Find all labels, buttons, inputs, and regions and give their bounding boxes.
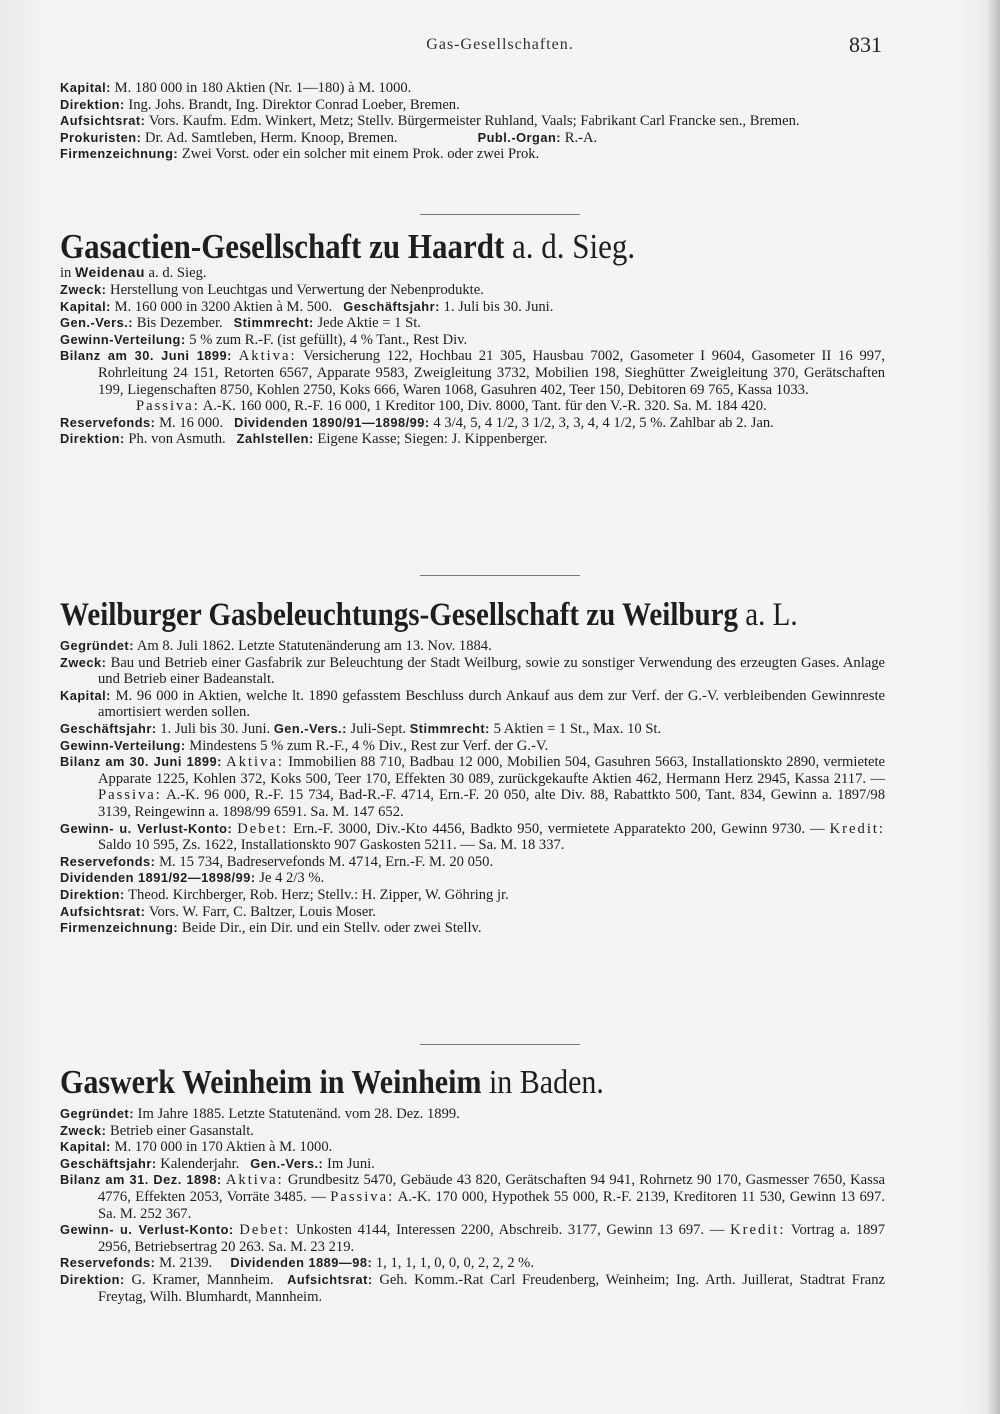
direktion-line (60, 97, 885, 114)
bilanz-line: Bilanz am 30. Juni 1899: Aktiva: Immobilien 88 710, Badbau 12 000, Mobilien 504, Gasuhren 5663, Installationskto 2890, vermietete Apparate 1225, Kohlen 372, Koks 500, Teer 170, Effekten 30 089, zurückgekaufte Aktien 462, Hermann Herz 2945, Kassa 2117. — Passiva: A.-K. 96 000, R.-F. 15 734, Bad-R.-F. 4714, Ern.-F. 20 050, alte Div. 88, Rabattkto 500, Tant. 834, Gewinn a. 1897/98 3139, Reingewinn a. 1898/99 6591. Sa. M. 147 652. (60, 754, 886, 820)
gj-line: Geschäftsjahr: Kalenderjahr. Gen.-Vers.: Im Juni. (60, 1155, 375, 1172)
reserve-line: Reservefonds: M. 15 734, Badreservefonds M. 4714, Ern.-F. M. 20 050. (60, 853, 494, 870)
reserve-dividenden-line: Reservefonds: M. 2139. Dividenden 1889—98: 1, 1, 1, 1, 0, 0, 0, 2, 2, 2 %. (60, 1255, 534, 1272)
zweck-line: Zweck: Bau und Betrieb einer Gasfabrik zur Beleuchtung der Stadt Weilburg, sowie zu sonstiger Verwendung des erzeugten Gases. Anlage und Betrieb einer Badeanstalt. (60, 654, 885, 688)
field-key: Prokuristen: (60, 129, 142, 145)
field-value: Dr. Ad. Samtleben, Herm. Knoop, Bremen. (145, 129, 398, 146)
aufsichtsrat-line: Aufsichtsrat: Vors. W. Farr, C. Baltzer, Louis Moser. (60, 903, 377, 920)
zweck-line: Zweck: Herstellung von Leuchtgas und Verwertung der Nebenprodukte. (60, 282, 484, 298)
section-divider (420, 214, 580, 215)
page-number: 831 (849, 32, 882, 57)
field-value: M. 180 000 in 180 Aktien (Nr. 1—180) à M. 1000. (114, 80, 412, 96)
zweck-line: Zweck: Betrieb einer Gasanstalt. (60, 1122, 254, 1139)
gewinn-line: Gewinn-Verteilung: Mindestens 5 % zum R.-F., 4 % Div., Rest zur Verf. der G.-V. (60, 737, 549, 754)
bilanz-passiva: Passiva: A.-K. 160 000, R.-F. 16 000, 1 Kreditor 100, Div. 8000, Tant. für den V.-R. 320. Sa. M. 184 420. (136, 398, 767, 415)
entry-continuation (60, 80, 885, 163)
section-divider (420, 575, 580, 576)
field-key: Aufsichtsrat: (60, 113, 146, 129)
dividenden-line: Dividenden 1891/92—1898/99: Je 4 2/3 %. (60, 870, 325, 887)
guv-line: Gewinn- u. Verlust-Konto: Debet: Unkosten 4144, Interessen 2200, Abschreib. 3177, Gewinn 13 697. — Kredit: Vortrag a. 1897 2956, Betriebsertrag 20 263. Sa. M. 23 219. (60, 1222, 886, 1255)
field-value: Vors. Kaufm. Edm. Winkert, Metz; Stellv. Bürgermeister Ruhland, Vaals; Fabrikant Carl Francke sen., Bremen. (148, 113, 800, 130)
gegruendet-line: Gegründet: Im Jahre 1885. Letzte Statutenänd. vom 28. Dez. 1899. (60, 1106, 460, 1122)
kapital-line (60, 80, 885, 97)
section-divider (420, 1044, 580, 1045)
field-key: Direktion: (60, 96, 125, 112)
gj-line: Geschäftsjahr: 1. Juli bis 30. Juni. Gen.-Vers.: Juli-Sept. Stimmrecht: 5 Aktien = 1 St., Max. 10 St. (60, 720, 662, 737)
direktion-line: Direktion: Theod. Kirchberger, Rob. Herz; Stellv.: H. Zipper, W. Göhring jr. (60, 886, 509, 903)
field-value: Ing. Johs. Brandt, Ing. Direktor Conrad Loeber, Bremen. (128, 96, 460, 113)
entry-haardt (60, 226, 885, 448)
title-main: Gasactien-Gesellschaft zu Haardt (60, 226, 505, 267)
direktion-aufsichtsrat-line: Direktion: G. Kramer, Mannheim. Aufsichtsrat: Geh. Komm.-Rat Carl Freudenberg, Weinheim; Ing. Arth. Juillerat, Stadtrat Franz Freytag, Wilh. Blumhardt, Mannheim. (60, 1271, 885, 1305)
place-name: Weidenau (75, 264, 145, 280)
guv-line: Gewinn- u. Verlust-Konto: Debet: Ern.-F. 3000, Div.-Kto 4456, Badkto 950, vermietete Apparatekto 200, Gewinn 9730. — Kredit: Saldo 10 595, Zs. 1622, Installationskto 907 Gaskosten 5211. — Sa. M. 18 337. (60, 820, 885, 854)
entry-title (60, 228, 885, 266)
field-key: Firmenzeichnung: (60, 146, 179, 162)
bilanz-line: Bilanz am 31. Dez. 1898: Aktiva: Grundbesitz 5470, Gebäude 43 820, Gerätschaften 94 941, Rohrnetz 90 170, Gasmesser 7650, Kassa 4776, Effekten 2053, Vorräte 3485. — Passiva: A.-K. 170 000, Hypothek 55 000, R.-F. 2139, Kreditoren 11 530, Gewinn 13 697. Sa. M. 252 367. (60, 1172, 885, 1222)
running-head: Gas-Gesellschaften. (426, 36, 574, 53)
field-key: Kapital: (60, 80, 111, 95)
entry-subtitle: in Weidenau a. d. Sieg. (60, 264, 207, 281)
prokuristen-line (60, 130, 885, 147)
entry-weinheim (60, 1063, 886, 1305)
kapital-line: Kapital: M. 160 000 in 3200 Aktien à M. 500. Geschäftsjahr: 1. Juli bis 30. Juni. (60, 298, 554, 315)
direktion-line: Direktion: Ph. von Asmuth. Zahlstellen: Eigene Kasse; Siegen: J. Kippenberger. (60, 431, 548, 448)
gegruendet-line: Gegründet: Am 8. Juli 1862. Letzte Statutenänderung am 13. Nov. 1884. (60, 638, 492, 654)
aufsichtsrat-line (60, 113, 885, 130)
field-key: Publ.-Organ: (477, 129, 562, 145)
field-value: R.-A. (564, 129, 598, 146)
bilanz-aktiva: Bilanz am 30. Juni 1899: Aktiva: Versicherung 122, Hochbau 21 305, Hausbau 7002, Gasometer I 9604, Gasometer II 16 997, Rohrleitung 24 151, Retorten 6567, Apparate 9583, Zweigleitung 3732, Mobilien 198, Sieghütter Zweigleitung 370, Gerätschaften 199, Liegenschaften 8750, Kohlen 2750, Koks 666, Waren 1068, Gasuhren 402, Teer 150, Debitoren 69 765, Kassa 1033. (60, 348, 885, 398)
entry-title: Weilburger Gasbeleuchtungs-Gesellschaft zu Weilburg a. L. (60, 597, 798, 633)
entry-title: Gaswerk Weinheim in Weinheim in Baden. (60, 1063, 604, 1101)
title-rest: a. d. Sieg. (512, 226, 636, 267)
firmenzeichnung-line: Firmenzeichnung: Beide Dir., ein Dir. und ein Stellv. oder zwei Stellv. (60, 920, 482, 937)
entry-weilburg (60, 598, 885, 937)
genvers-line: Gen.-Vers.: Bis Dezember. Stimmrecht: Jede Aktie = 1 St. (60, 315, 421, 332)
page-edge-shadow (986, 0, 1000, 1414)
kapital-line: Kapital: M. 170 000 in 170 Aktien à M. 1000. (60, 1139, 333, 1156)
kapital-line: Kapital: M. 96 000 in Aktien, welche lt. 1890 gefasstem Beschluss durch Ankauf aus dem zur Verf. der G.-V. verbleibenden Gewinnreste amortisiert werden sollen. (60, 687, 885, 721)
firmenzeichnung-line (60, 146, 885, 163)
field-value: Zwei Vorst. oder ein solcher mit einem Prok. oder zwei Prok. (181, 146, 540, 163)
gewinn-line: Gewinn-Verteilung: 5 % zum R.-F. (ist gefüllt), 4 % Tant., Rest Div. (60, 331, 468, 348)
reserve-dividenden-line: Reservefonds: M. 16 000. Dividenden 1890/91—1898/99: 4 3/4, 5, 4 1/2, 3 1/2, 3, 3, 4, 4 1/2, 5 %. Zahlbar ab 2. Jan. (60, 414, 774, 431)
